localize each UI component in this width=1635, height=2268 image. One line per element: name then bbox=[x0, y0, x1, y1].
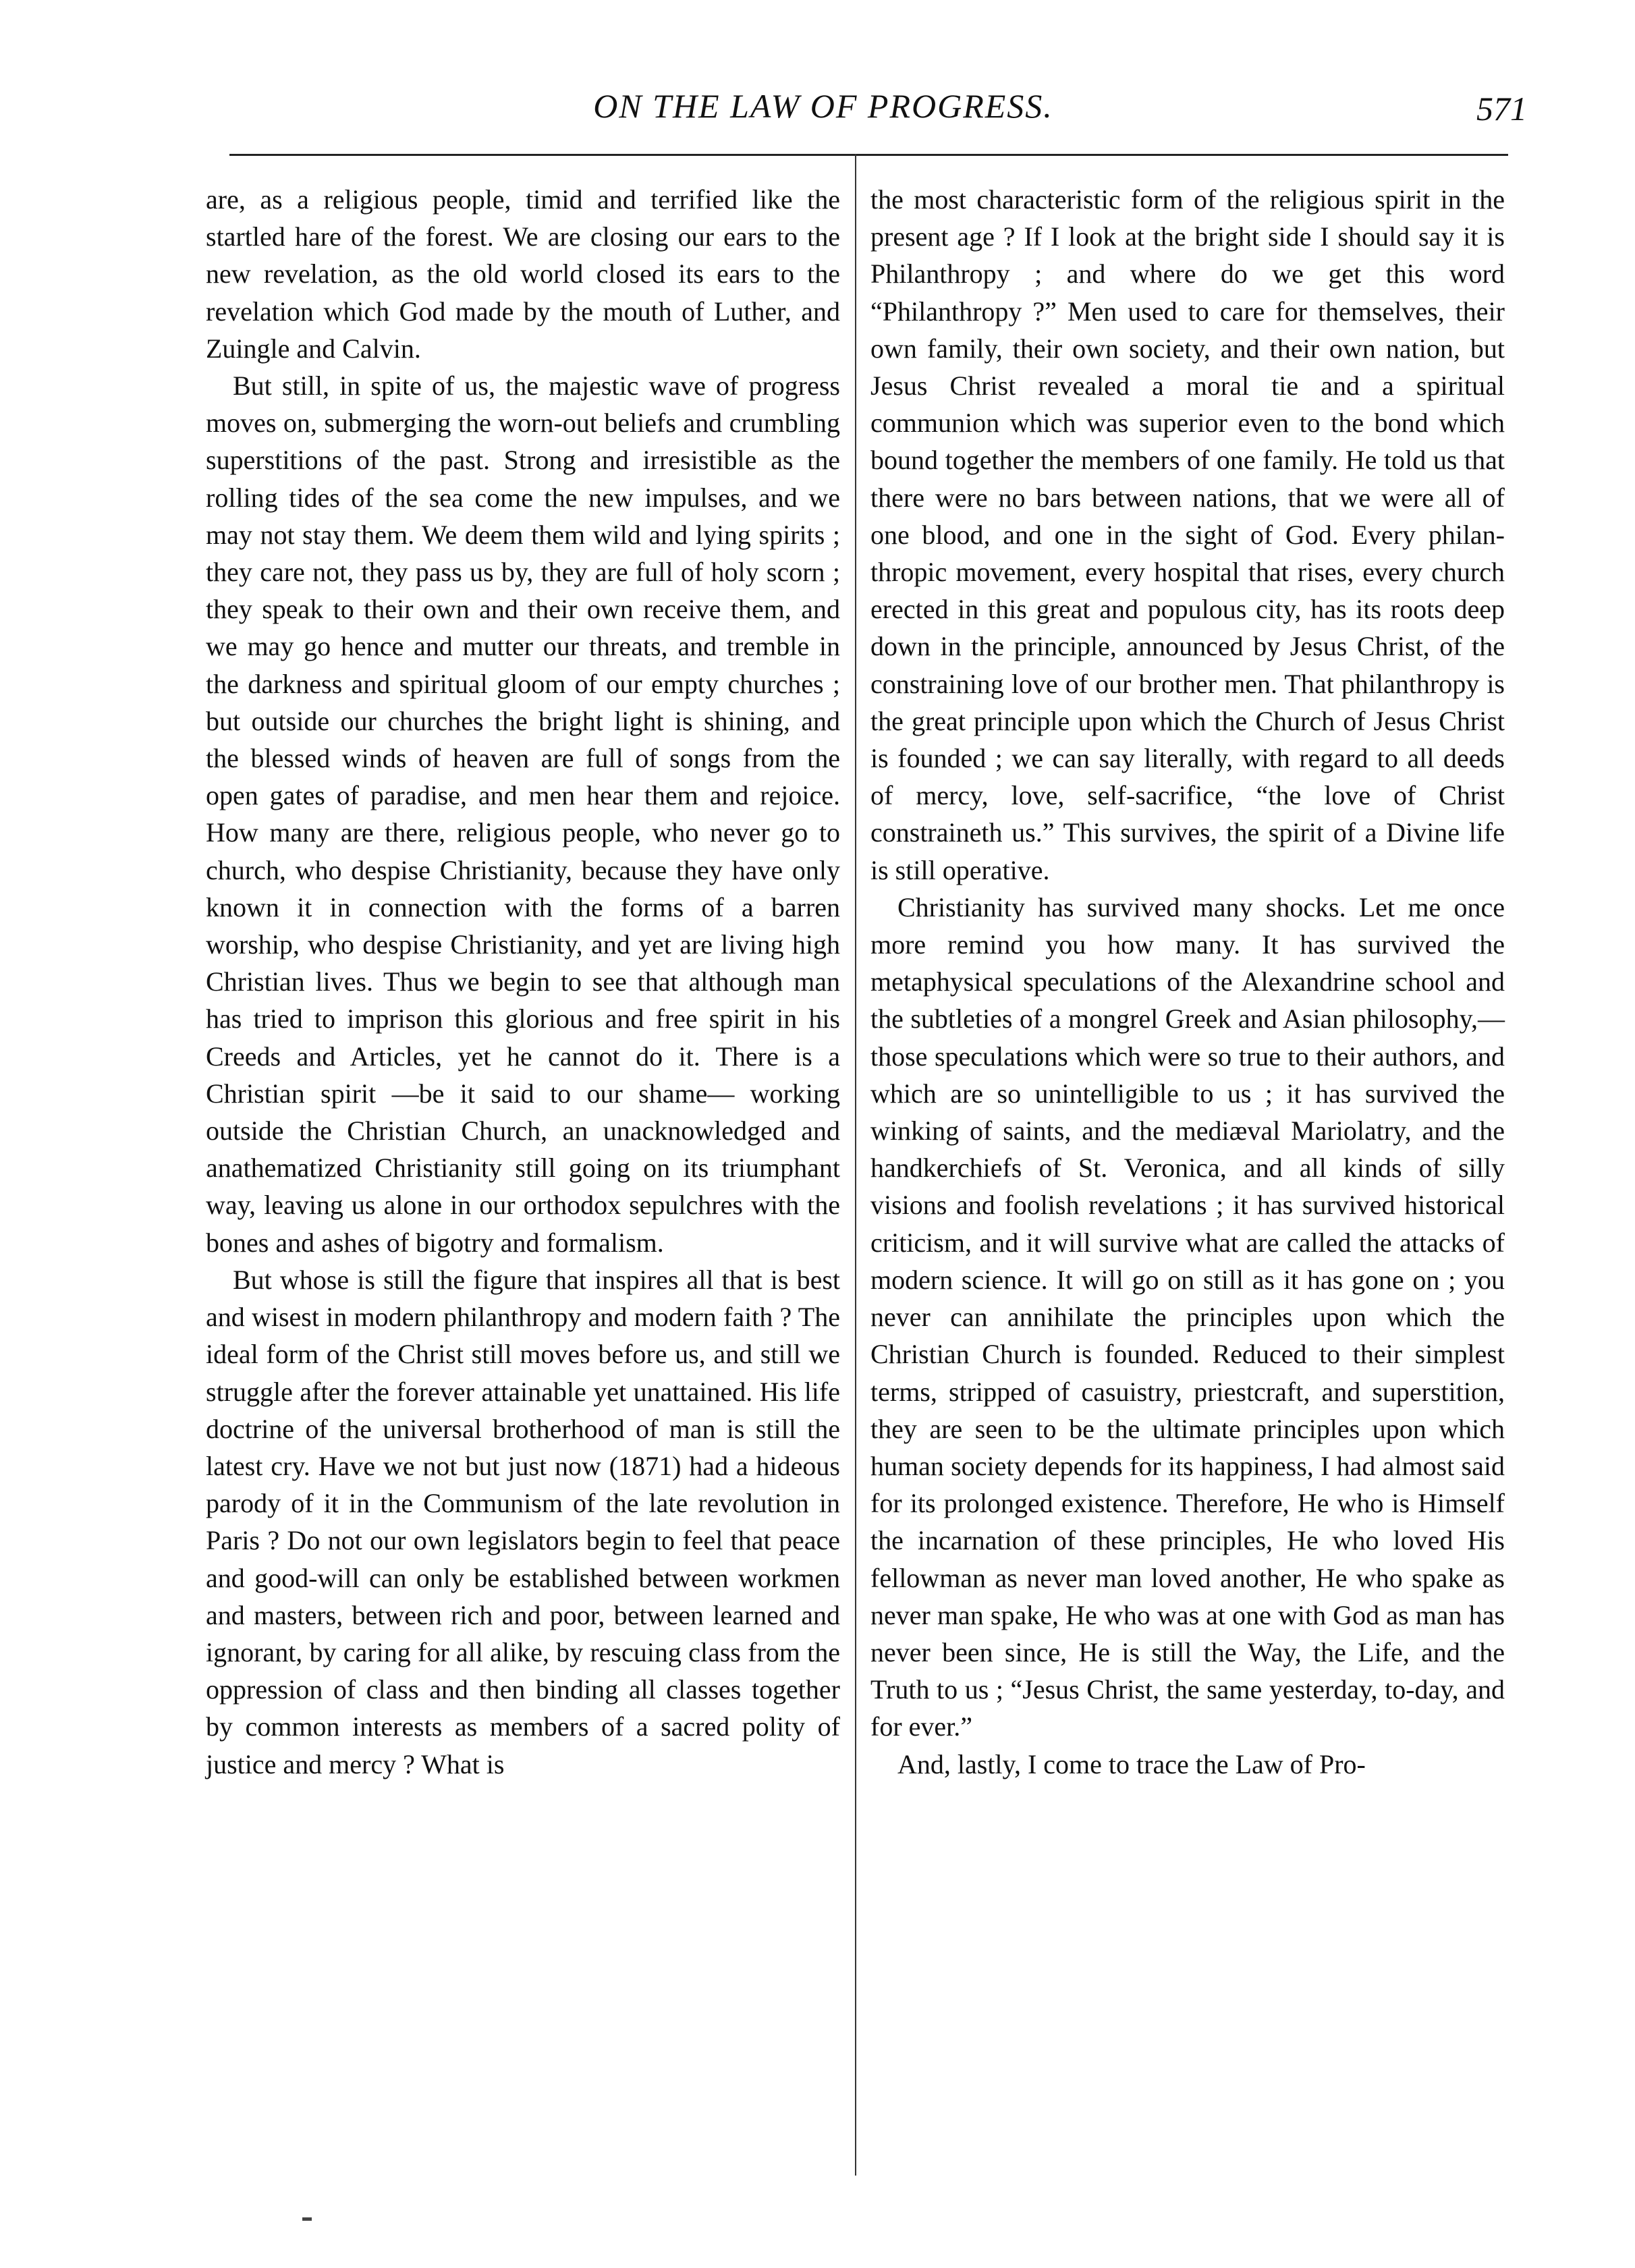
right-column bbox=[870, 181, 1505, 1783]
paragraph: But still, in spite of us, the majestic wave of progress moves on, submerging the worn-out beliefs and crumbling superstitions of the past. Strong and irresistible as the rolling tides of the sea come the new impulses, and we may not stay them. We deem them wild and lying spirits ; they care not, they pass us by, they are full of holy scorn ; they speak to their own and their own receive them, and we may go hence and mutter our threats, and tremble in the darkness and spiritual gloom of our empty churches ; but outside our churches the bright light is shining, and the blessed winds of heaven are full of songs from the open gates of paradise, and men hear them and rejoice. How many are there, religious people, who never go to church, who despise Christianity, because they have only known it in connection with the forms of a barren worship, who despise Christianity, and yet are living high Christian lives. Thus we begin to see that although man has tried to imprison this glorious and free spirit in his Creeds and Articles, yet he cannot do it. There is a Christian spirit —be it said to our shame— working outside the Christian Church, an unacknowledged and anathematized Christianity still going on its triumphant way, leaving us alone in our orthodox sepulchres with the bones and ashes of bigotry and formalism. bbox=[206, 370, 840, 1258]
running-title: ON THE LAW OF PROGRESS. bbox=[593, 87, 1053, 125]
paragraph: And, lastly, I come to trace the Law of Pro- bbox=[897, 1748, 1366, 1779]
left-column bbox=[206, 181, 840, 1783]
paragraph: Christianity has survived many shocks. Let me once more remind you how many. It has survived the metaphysical speculations of the Alexandrine school and the subtleties of a mongrel Greek and Asian philosophy,—those speculations which were so true to their authors, and which are so unintelligible to us ; it has survived the winking of saints, and the mediæval Mariolatry, and the handkerchiefs of St. Veronica, and all kinds of silly visions and foolish revelations ; it has survived historical criticism, and it will survive what are called the attacks of modern science. It will go on still as it has gone on ; you never can annihilate the principles upon which the Christian Church is founded. Reduced to their simplest terms, stripped of casuistry, priestcraft, and superstition, they are seen to be the ultimate principles upon which human society depends for its happiness, I had almost said for its prolonged existence. Therefore, He who is Himself the incarnation of these principles, He who loved His fellowman as never man loved another, He who spake as never man spake, He who was at one with God as man has never been since, He is still the Way, the Life, and the Truth to us ; “Jesus Christ, the same yesterday, to-day, and for ever.” bbox=[870, 891, 1505, 1742]
paragraph: the most characteristic form of the religious spirit in the present age ? If I look at the bright side I should say it is Philanthropy ; and where do we get this word “Philanthropy ?” Men used to care for themselves, their own family, their own society, and their own nation, but Jesus Christ revealed a moral tie and a spiritual communion which was superior even to the bond which bound together the members of one family. He told us that there were no bars between nations, that we were all of one blood, and one in the sight of God. Every philanthropic movement, every hospital that rises, every church erected in this great and populous city, has its roots deep down in the principle, announced by Jesus Christ, of the constraining love of our brother men. That philanthropy is the great principle upon which the Church of Jesus Christ is founded ; we can say literally, with regard to all deeds of mercy, love, self-sacrifice, “the love of Christ constraineth us.” This survives, the spirit of a Divine life is still operative. bbox=[870, 184, 1505, 885]
page-number: 571 bbox=[1476, 90, 1527, 128]
print-mark bbox=[302, 2217, 312, 2221]
header-rule bbox=[229, 154, 1508, 156]
column-divider bbox=[855, 154, 856, 2176]
paragraph: But whose is still the figure that inspires all that is best and wisest in modern philanthropy and modern faith ? The ideal form of the Christ still moves before us, and still we struggle after the forever attainable yet unattained. His life doctrine of the universal brotherhood of man is still the latest cry. Have we not but just now (1871) had a hideous parody of it in the Communism of the late revolution in Paris ? Do not our own legislators begin to feel that peace and good-will can only be established between workmen and masters, between rich and poor, between learned and ignorant, by caring for all alike, by rescuing class from the oppression of class and then binding all classes together by common interests as members of a sacred polity of justice and mercy ? What is bbox=[206, 1264, 840, 1779]
paragraph: are, as a religious people, timid and terrified like the startled hare of the forest. We are closing our ears to the new revelation, as the old world closed its ears to the revelation which God made by the mouth of Luther, and Zuingle and Calvin. bbox=[206, 184, 840, 364]
